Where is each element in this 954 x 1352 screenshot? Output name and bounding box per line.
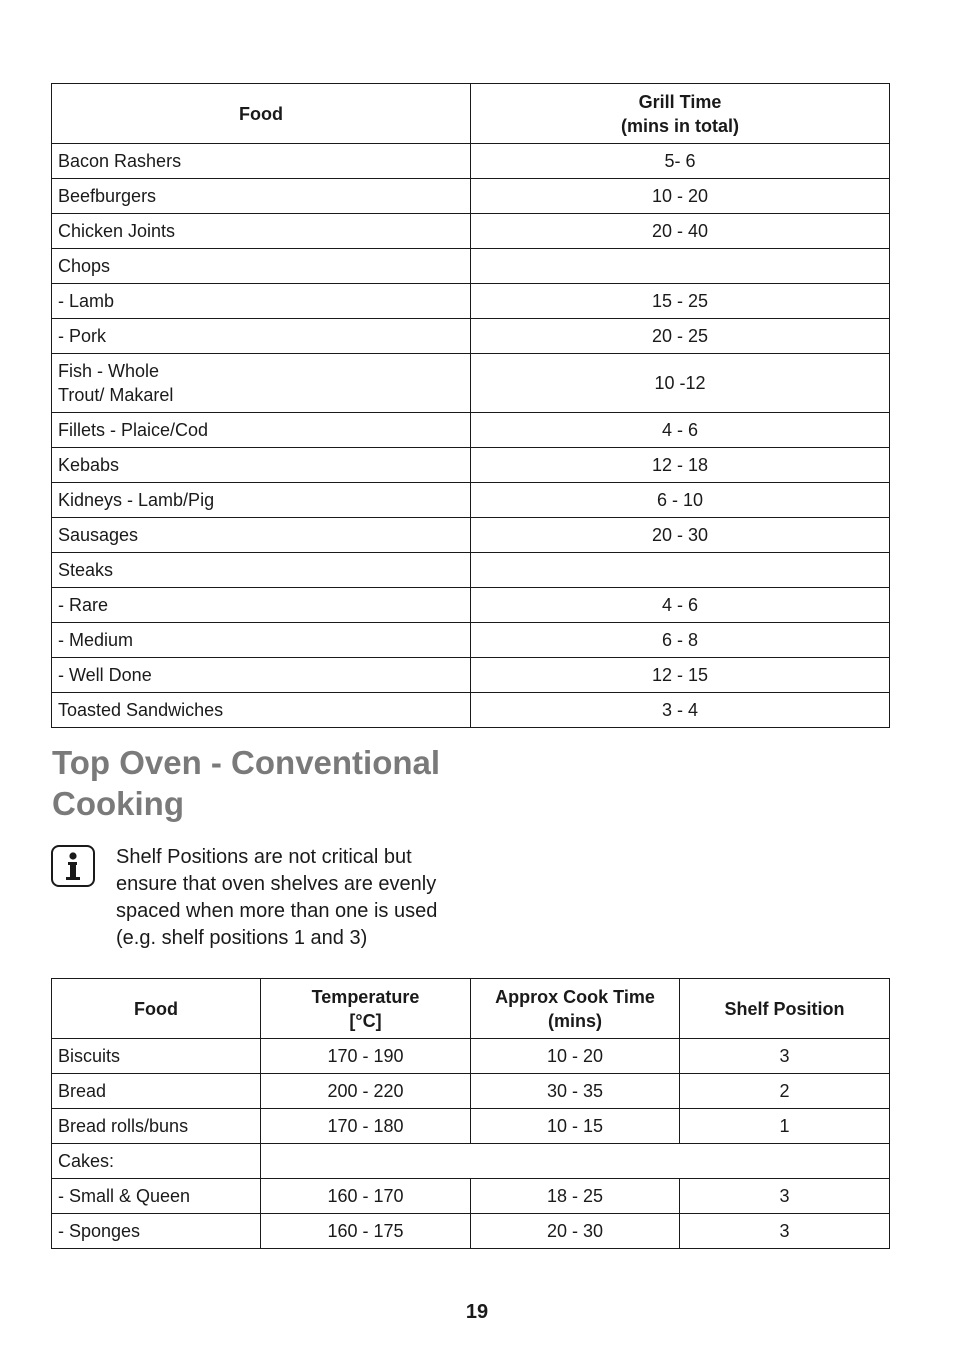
food-cell: Cakes: bbox=[52, 1144, 261, 1179]
food-cell: Bacon Rashers bbox=[52, 144, 471, 179]
column-header-temperature: Temperature [°C] bbox=[261, 979, 471, 1039]
grill-time-cell: 20 - 30 bbox=[471, 518, 890, 553]
column-header-grill-time: Grill Time (mins in total) bbox=[471, 84, 890, 144]
food-cell: - Rare bbox=[52, 588, 471, 623]
food-cell: - Small & Queen bbox=[52, 1179, 261, 1214]
food-cell: - Well Done bbox=[52, 658, 471, 693]
table-row bbox=[52, 1039, 890, 1074]
food-cell: Fillets - Plaice/Cod bbox=[52, 413, 471, 448]
food-cell: Bread bbox=[52, 1074, 261, 1109]
grill-time-cell: 20 - 40 bbox=[471, 214, 890, 249]
grill-time-cell: 3 - 4 bbox=[471, 693, 890, 728]
grill-time-cell: 4 - 6 bbox=[471, 588, 890, 623]
table-row bbox=[52, 553, 890, 588]
food-cell: Kidneys - Lamb/Pig bbox=[52, 483, 471, 518]
info-note: Shelf Positions are not critical but ensure that oven shelves are evenly spaced when more than one is used (e.g. shelf positions 1 and 3) bbox=[116, 846, 438, 949]
table-row bbox=[52, 448, 890, 483]
food-cell: Beefburgers bbox=[52, 179, 471, 214]
table-row bbox=[52, 693, 890, 728]
food-cell: Steaks bbox=[52, 553, 471, 588]
grill-time-cell: 12 - 15 bbox=[471, 658, 890, 693]
temperature-cell: 200 - 220 bbox=[261, 1074, 471, 1109]
temperature-cell: 160 - 170 bbox=[261, 1179, 471, 1214]
info-icon bbox=[51, 845, 95, 887]
table-row bbox=[52, 483, 890, 518]
cook-time-cell: 30 - 35 bbox=[471, 1074, 680, 1109]
grill-time-cell: 6 - 8 bbox=[471, 623, 890, 658]
table-row bbox=[52, 179, 890, 214]
cook-time-cell: 18 - 25 bbox=[471, 1179, 680, 1214]
merged-empty-cell bbox=[261, 1144, 890, 1179]
table-row bbox=[52, 1179, 890, 1214]
food-cell: Kebabs bbox=[52, 448, 471, 483]
page-number: 19 bbox=[465, 1301, 489, 1323]
food-cell: Biscuits bbox=[52, 1039, 261, 1074]
shelf-position-cell: 3 bbox=[680, 1214, 890, 1249]
temperature-cell: 160 - 175 bbox=[261, 1214, 471, 1249]
food-cell: - Medium bbox=[52, 623, 471, 658]
cook-time-cell: 10 - 15 bbox=[471, 1109, 680, 1144]
shelf-position-cell: 3 bbox=[680, 1039, 890, 1074]
cook-time-cell: 10 - 20 bbox=[471, 1039, 680, 1074]
table-row bbox=[52, 249, 890, 284]
table-row bbox=[52, 1109, 890, 1144]
food-cell: Fish - Whole Trout/ Makarel bbox=[52, 354, 471, 413]
grill-time-cell: 10 - 20 bbox=[471, 179, 890, 214]
temperature-cell: 170 - 190 bbox=[261, 1039, 471, 1074]
food-cell: Bread rolls/buns bbox=[52, 1109, 261, 1144]
grill-time-cell: 15 - 25 bbox=[471, 284, 890, 319]
table-row bbox=[52, 1074, 890, 1109]
grill-time-cell: 5- 6 bbox=[471, 144, 890, 179]
column-header-shelf-position: Shelf Position bbox=[680, 979, 890, 1039]
temperature-cell: 170 - 180 bbox=[261, 1109, 471, 1144]
grill-time-cell: 4 - 6 bbox=[471, 413, 890, 448]
shelf-position-cell: 3 bbox=[680, 1179, 890, 1214]
table-row bbox=[52, 1214, 890, 1249]
food-cell: Sausages bbox=[52, 518, 471, 553]
food-cell: - Sponges bbox=[52, 1214, 261, 1249]
cook-time-cell: 20 - 30 bbox=[471, 1214, 680, 1249]
food-cell: Toasted Sandwiches bbox=[52, 693, 471, 728]
table-row bbox=[52, 319, 890, 354]
shelf-position-cell: 2 bbox=[680, 1074, 890, 1109]
shelf-position-cell: 1 bbox=[680, 1109, 890, 1144]
table-row bbox=[52, 588, 890, 623]
grill-time-cell: 20 - 25 bbox=[471, 319, 890, 354]
food-cell: - Lamb bbox=[52, 284, 471, 319]
table-row bbox=[52, 144, 890, 179]
grill-time-cell bbox=[471, 249, 890, 284]
column-header-cook-time: Approx Cook Time (mins) bbox=[471, 979, 680, 1039]
grill-time-table bbox=[51, 83, 890, 728]
table-row bbox=[52, 214, 890, 249]
table-row bbox=[52, 354, 890, 413]
column-header-food: Food bbox=[52, 84, 471, 144]
table-row bbox=[52, 623, 890, 658]
grill-time-cell: 6 - 10 bbox=[471, 483, 890, 518]
grill-time-cell: 10 -12 bbox=[471, 354, 890, 413]
table-row bbox=[52, 413, 890, 448]
table-row bbox=[52, 1144, 890, 1179]
table-row bbox=[52, 284, 890, 319]
column-header-food: Food bbox=[52, 979, 261, 1039]
grill-time-cell bbox=[471, 553, 890, 588]
food-cell: Chops bbox=[52, 249, 471, 284]
table-header-row bbox=[52, 84, 890, 144]
grill-time-cell: 12 - 18 bbox=[471, 448, 890, 483]
food-cell: Chicken Joints bbox=[52, 214, 471, 249]
food-cell: - Pork bbox=[52, 319, 471, 354]
conventional-cooking-table bbox=[51, 978, 890, 1249]
table-row bbox=[52, 658, 890, 693]
table-header-row bbox=[52, 979, 890, 1039]
table-row bbox=[52, 518, 890, 553]
section-title: Top Oven - Conventional Cooking bbox=[52, 744, 441, 822]
